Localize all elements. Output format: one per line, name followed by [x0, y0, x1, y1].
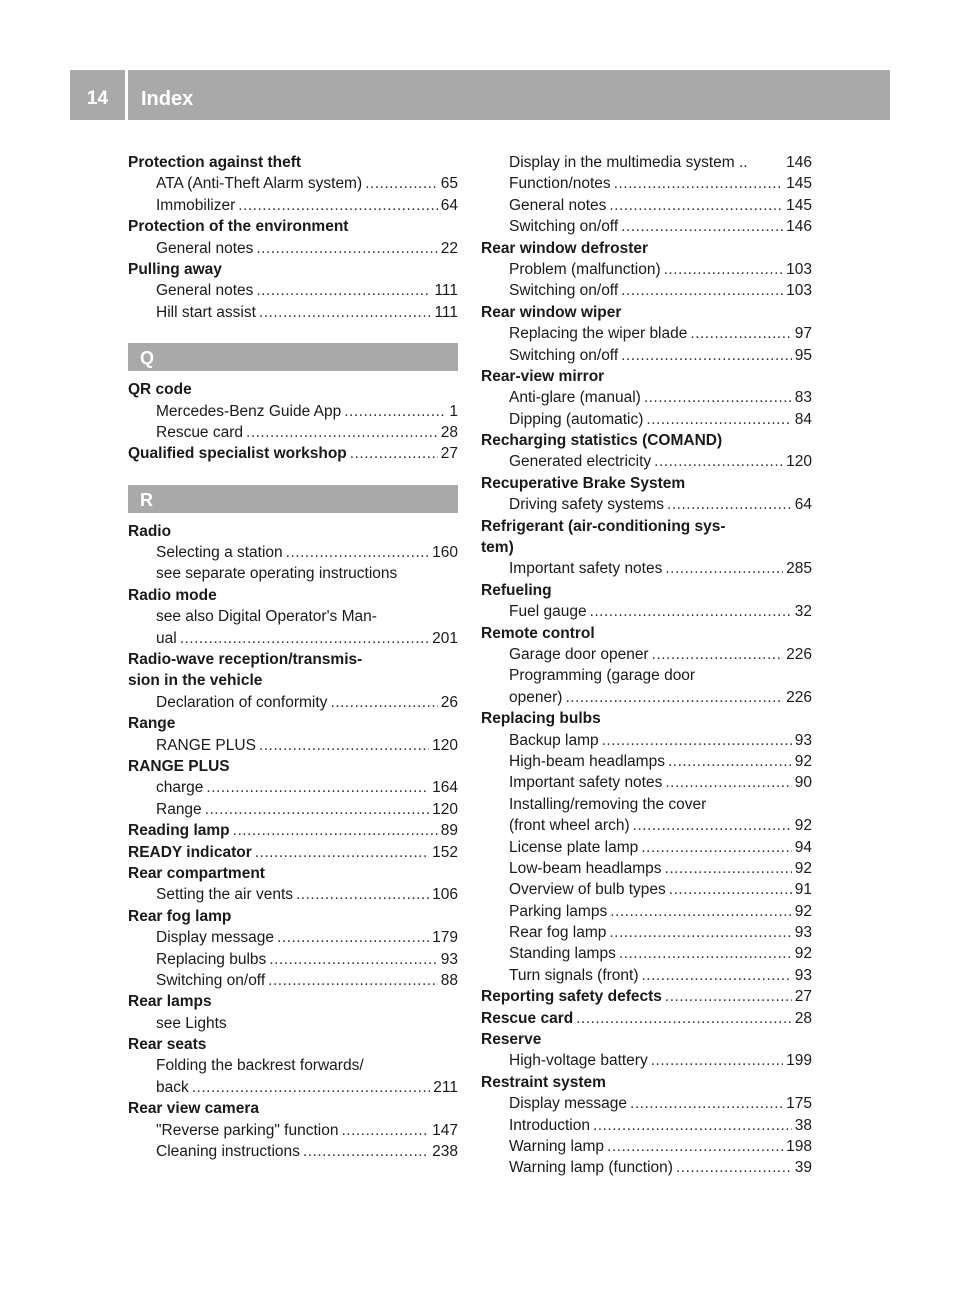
- index-heading: sion in the vehicle: [128, 672, 263, 690]
- index-heading: Radio: [128, 522, 172, 540]
- index-heading: QR code: [128, 381, 192, 399]
- index-entry: Cleaning instructions ..... 238: [128, 1141, 458, 1162]
- index-entry: opener) ..... 226: [481, 687, 812, 708]
- index-entry: (front wheel arch) ..... 92: [481, 815, 812, 836]
- index-entry: Rescue card ..... 28: [128, 422, 458, 443]
- index-entry: Replacing the wiper blade ..... 97: [481, 323, 812, 344]
- index-heading: Recharging statistics (COMAND): [481, 432, 723, 450]
- index-entry: Hill start assist ..... 111: [128, 302, 458, 323]
- index-entry: High-voltage battery ..... 199: [481, 1050, 812, 1071]
- index-entry: back ..... 211: [128, 1077, 458, 1098]
- index-heading: Rear seats: [128, 1036, 207, 1054]
- index-entry: Parking lamps ..... 92: [481, 901, 812, 922]
- index-entry: Important safety notes ..... 90: [481, 772, 812, 793]
- index-entry: Replacing bulbs ..... 93: [128, 949, 458, 970]
- page-title: Index: [141, 88, 194, 110]
- index-entry: Selecting a station ..... 160: [128, 542, 458, 563]
- index-entry: Switching on/off ..... 103: [481, 280, 812, 301]
- index-entry: ual ..... 201: [128, 628, 458, 649]
- index-entry: Anti-glare (manual) ..... 83: [481, 387, 812, 408]
- index-heading: Refrigerant (air-conditioning sys-: [481, 517, 726, 535]
- index-entry: Warning lamp (function) ..... 39: [481, 1157, 812, 1178]
- index-heading: Restraint system: [481, 1073, 606, 1091]
- index-entry: Folding the backrest forwards/: [156, 1057, 364, 1075]
- index-entry: Display message ..... 179: [128, 927, 458, 948]
- index-column-left: [128, 152, 458, 1162]
- index-entry: General notes ..... 111: [128, 280, 458, 301]
- index-entry: Backup lamp ..... 93: [481, 730, 812, 751]
- index-entry: Rear fog lamp ..... 93: [481, 922, 812, 943]
- index-entry: License plate lamp ..... 94: [481, 837, 812, 858]
- section-letter-q: Q: [128, 343, 458, 371]
- index-entry-bold: Rescue card ..... 28: [481, 1008, 812, 1029]
- index-entry: General notes ..... 145: [481, 195, 812, 216]
- index-entry: Introduction ..... 38: [481, 1115, 812, 1136]
- index-entry: Switching on/off ..... 146: [481, 216, 812, 237]
- index-entry: Range ..... 120: [128, 799, 458, 820]
- index-heading: Radio-wave reception/transmis-: [128, 651, 363, 669]
- index-heading: Pulling away: [128, 260, 222, 278]
- index-entry: Dipping (automatic) ..... 84: [481, 409, 812, 430]
- index-entry: Display message ..... 175: [481, 1093, 812, 1114]
- index-entry: Generated electricity ..... 120: [481, 451, 812, 472]
- section-letter-r: R: [128, 485, 458, 513]
- index-heading: Rear fog lamp: [128, 907, 232, 925]
- index-entry: Installing/removing the cover: [509, 795, 707, 813]
- index-entry: RANGE PLUS ..... 120: [128, 735, 458, 756]
- index-entry: Switching on/off ..... 95: [481, 345, 812, 366]
- index-entry: Overview of bulb types ..... 91: [481, 879, 812, 900]
- index-heading: Remote control: [481, 624, 595, 642]
- index-entry: Fuel gauge ..... 32: [481, 601, 812, 622]
- index-entry: ATA (Anti-Theft Alarm system) ..... 65: [128, 173, 458, 194]
- index-entry: Garage door opener ..... 226: [481, 644, 812, 665]
- index-entry: Standing lamps ..... 92: [481, 943, 812, 964]
- index-entry-bold: Reading lamp ..... 89: [128, 820, 458, 841]
- index-entry-bold: READY indicator ..... 152: [128, 842, 458, 863]
- index-entry: Display in the multimedia system .. 146: [509, 154, 812, 171]
- index-entry: Mercedes-Benz Guide App ..... 1: [128, 401, 458, 422]
- index-heading: Replacing bulbs: [481, 710, 601, 728]
- index-heading: Reserve: [481, 1031, 542, 1049]
- index-entry: see also Digital Operator's Man-: [156, 608, 377, 626]
- page-header: [70, 70, 890, 120]
- index-entry: Problem (malfunction) ..... 103: [481, 259, 812, 280]
- index-entry: High-beam headlamps ..... 92: [481, 751, 812, 772]
- index-entry: Low-beam headlamps ..... 92: [481, 858, 812, 879]
- index-entry: Setting the air vents ..... 106: [128, 884, 458, 905]
- index-entry: Function/notes ..... 145: [481, 173, 812, 194]
- index-entry-bold: Reporting safety defects ..... 27: [481, 986, 812, 1007]
- index-heading: Refueling: [481, 581, 552, 599]
- index-heading: RANGE PLUS: [128, 757, 230, 775]
- index-entry: "Reverse parking" function ..... 147: [128, 1120, 458, 1141]
- index-entry: see Lights: [156, 1014, 227, 1032]
- index-column-right: [481, 152, 812, 1179]
- index-entry: Turn signals (front) ..... 93: [481, 965, 812, 986]
- index-heading: Rear window wiper: [481, 303, 622, 321]
- index-heading: Rear-view mirror: [481, 367, 605, 385]
- index-entry: see separate operating instructions: [156, 565, 398, 583]
- index-entry-bold: Qualified specialist workshop ..... 27: [128, 443, 458, 464]
- index-heading: Protection against theft: [128, 154, 302, 171]
- index-heading: Range: [128, 715, 176, 733]
- index-entry: General notes ..... 22: [128, 238, 458, 259]
- index-heading: Rear compartment: [128, 864, 265, 882]
- index-heading: Rear window defroster: [481, 239, 649, 257]
- index-entry: Switching on/off ..... 88: [128, 970, 458, 991]
- index-entry: Programming (garage door: [509, 667, 696, 685]
- index-heading: Protection of the environment: [128, 218, 349, 236]
- index-heading: Rear view camera: [128, 1100, 259, 1118]
- header-divider: [125, 70, 128, 120]
- index-heading: Recuperative Brake System: [481, 474, 686, 492]
- index-entry: Declaration of conformity ..... 26: [128, 692, 458, 713]
- page-number: 14: [86, 88, 109, 109]
- index-entry: Driving safety systems ..... 64: [481, 494, 812, 515]
- index-heading: Rear lamps: [128, 993, 212, 1011]
- index-entry: Important safety notes ..... 285: [481, 558, 812, 579]
- index-heading: tem): [481, 539, 514, 557]
- index-entry: Immobilizer ..... 64: [128, 195, 458, 216]
- index-heading: Radio mode: [128, 586, 217, 604]
- index-entry: charge ..... 164: [128, 777, 458, 798]
- index-entry: Warning lamp ..... 198: [481, 1136, 812, 1157]
